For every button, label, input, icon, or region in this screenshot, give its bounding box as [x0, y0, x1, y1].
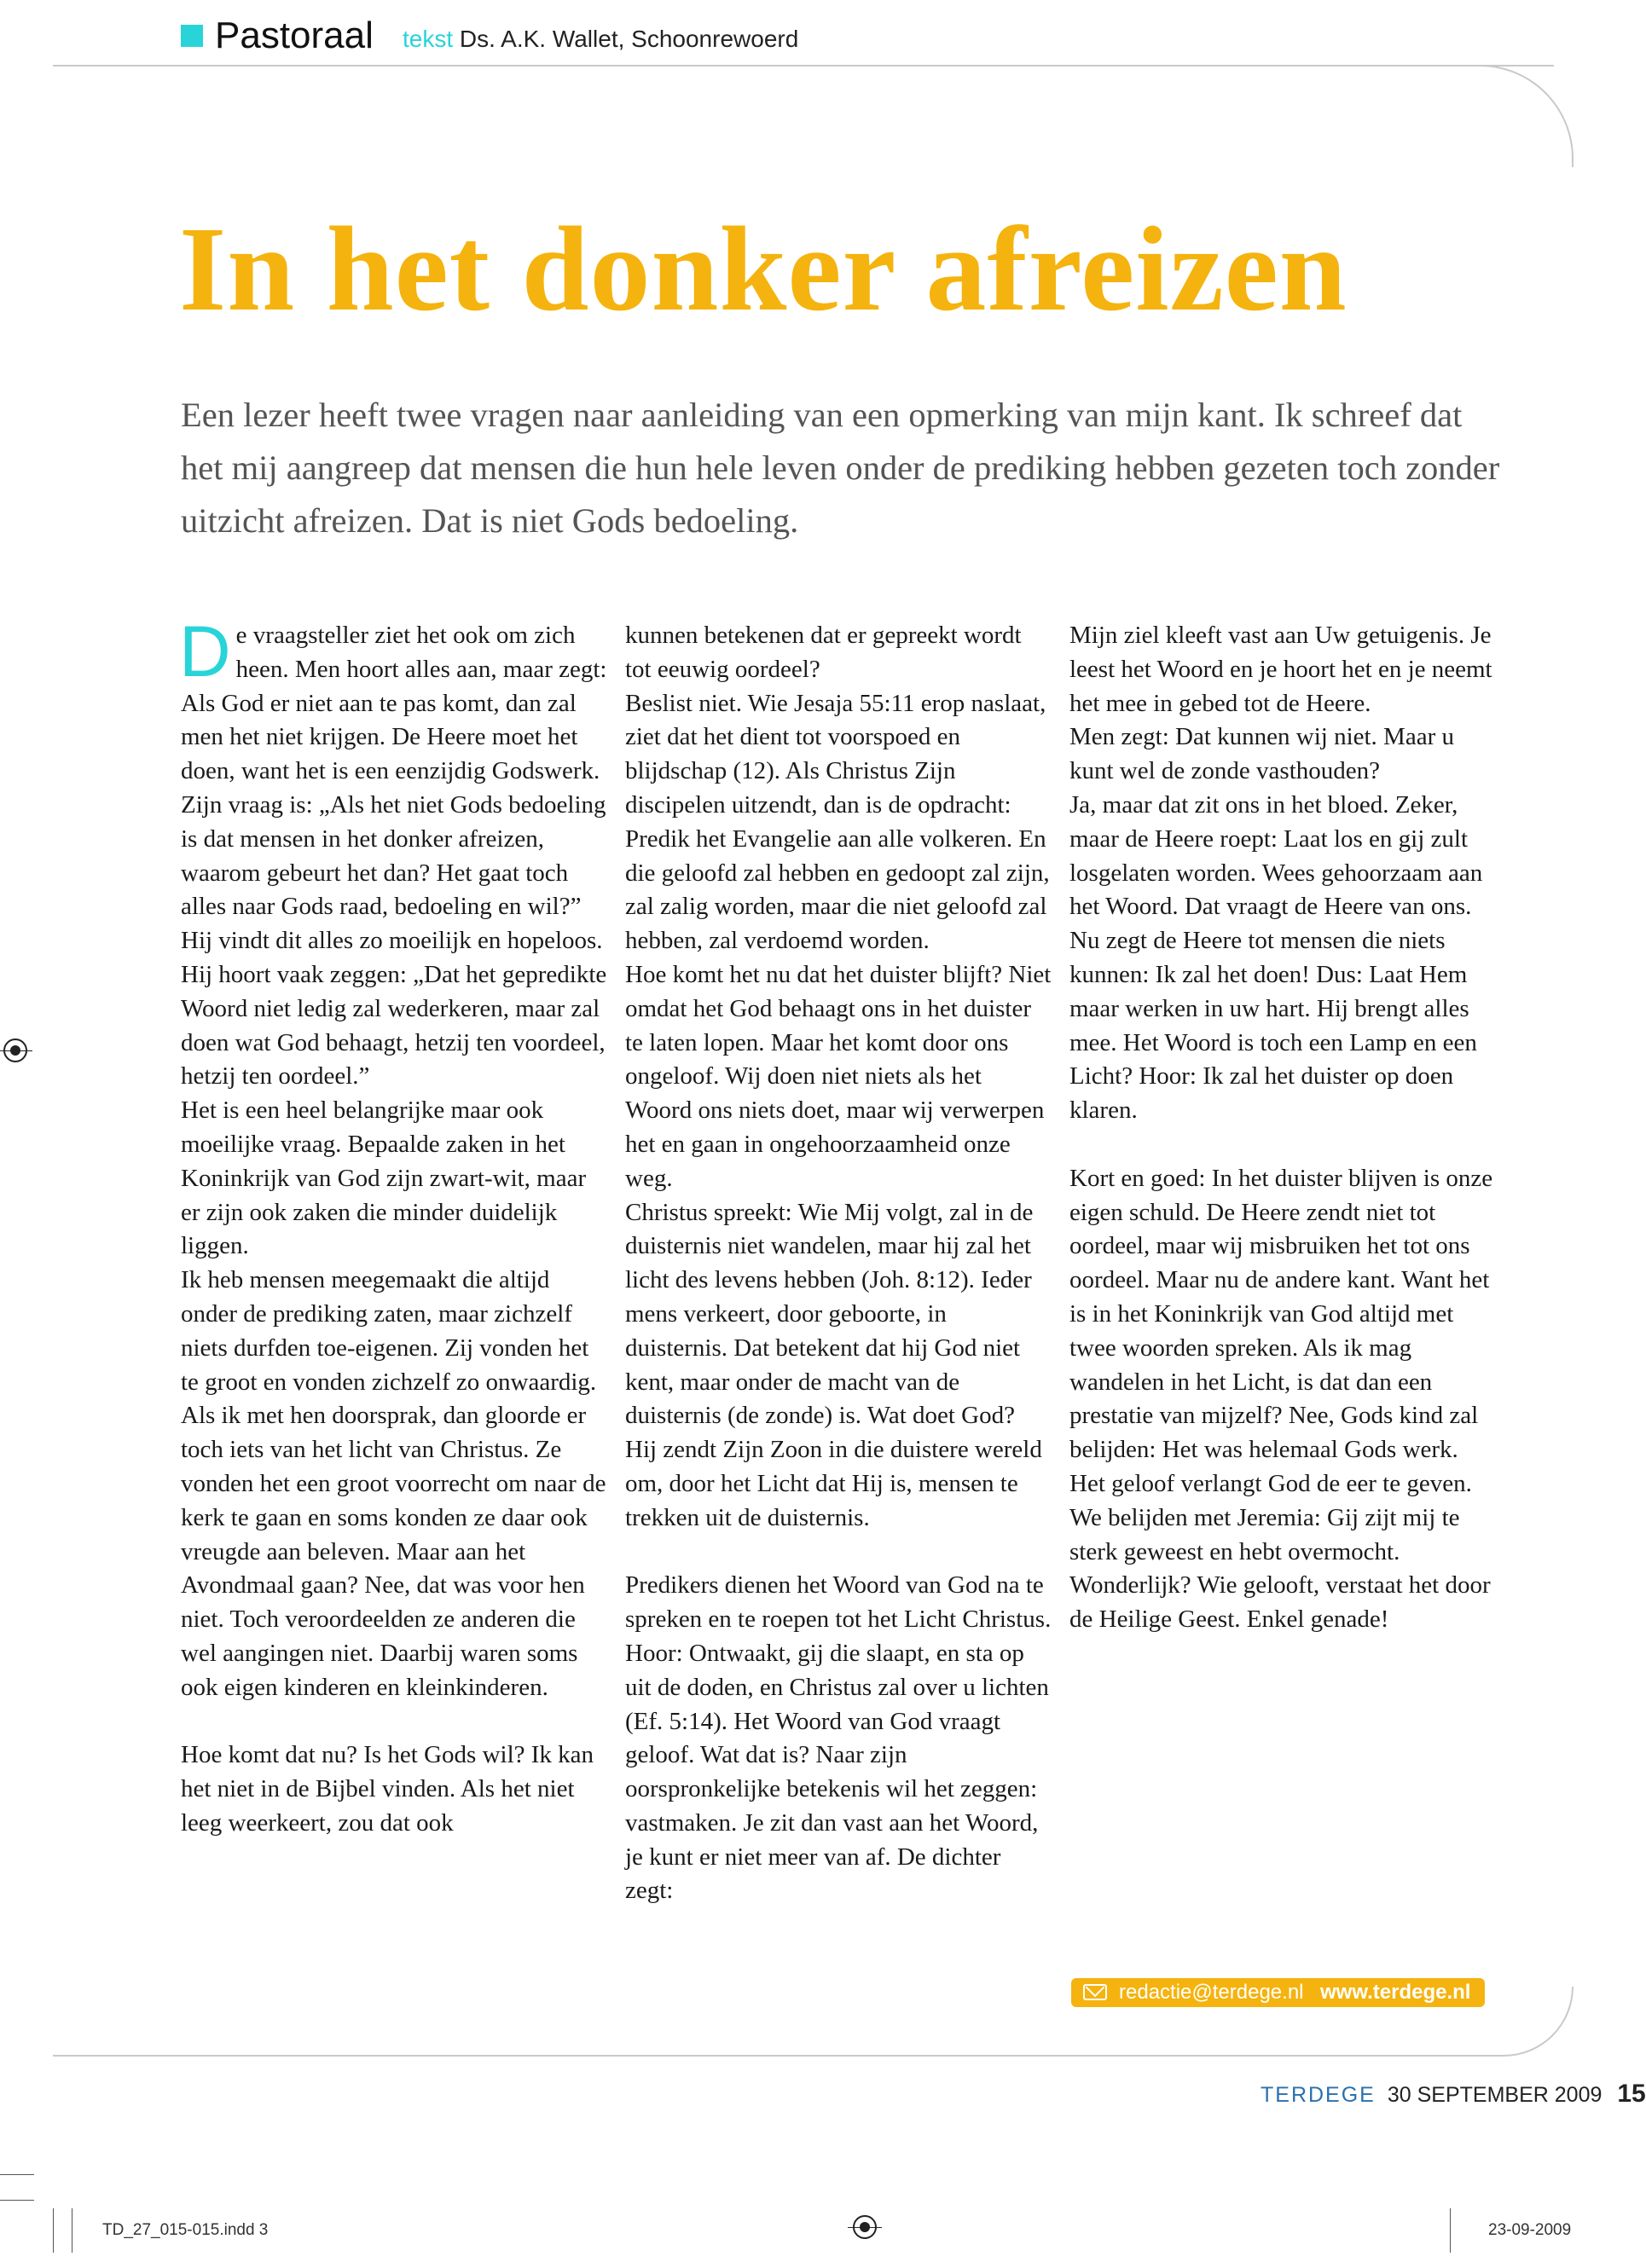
- paragraph: kunnen betekenen dat er gepreekt wordt tot eeuwig oordeel?: [625, 622, 1022, 683]
- paragraph: Hij vindt dit alles zo moeilijk en hopeloos. Hij hoort vaak zeggen: „Dat het gepredikte Woord niet ledig zal wederkeren, maar zal doen wat God behaagt, hetzij ten voordeel, hetzij ten oordeel.”: [181, 927, 607, 1091]
- crop-mark: [0, 2174, 34, 2175]
- article-title: In het donker afreizen: [179, 201, 1348, 336]
- page-footer: [1261, 2079, 1646, 2110]
- crop-mark: [0, 2200, 34, 2201]
- paragraph: Zijn vraag is: „Als het niet Gods bedoeling is dat mensen in het donker afreizen, waarom gebeurt het dan? Het gaat toch alles naar Gods raad, bedoeling en wil?”: [181, 790, 606, 921]
- paragraph: Hoe komt het nu dat het duister blijft? Niet omdat het God behaagt ons in het duister te laten lopen. Maar het komt door ons ongeloof. Wij doen niet niets als het Woord ons niets doet, maar wij verwerpen het en gaan in ongehoorzaamheid onze weg.: [625, 960, 1052, 1192]
- paragraph: Ik heb mensen meegemaakt die altijd onder de prediking zaten, maar zichzelf niets durfden toe-eigenen. Zij vonden het te groot en vonden zichzelf zo onwaardig. Als ik met hen doorsprak, dan gloorde er toch iets van het licht van Christus. Ze vonden het een groot voorrecht om naar de kerk te gaan en soms konden ze daar ook vreugde aan beleven. Maar aan het Avondmaal gaan? Nee, dat was voor hen niet. Toch veroordeelden ze anderen die wel aangingen niet. Daarbij waren soms ook eigen kinderen en kleinkinderen.: [181, 1266, 606, 1701]
- paragraph: Kort en goed: In het duister blijven is onze eigen schuld. De Heere zendt niet tot oordeel, maar wij misbruiken het tot ons oordeel. Maar nu de andere kant. Want het is in het Koninkrijk van God altijd met twee woorden spreken. Als ik mag wandelen in het Licht, is dat dan een prestatie van mijzelf? Nee, Gods kind zal belijden: Het was helemaal Gods werk. Het geloof verlangt God de eer te geven. We belijden met Jeremia: Gij zijt mij te sterk geweest en hebt overmocht. Wonderlijk? Wie gelooft, verstaat het door de Heilige Geest. Enkel genade!: [1069, 1164, 1493, 1634]
- crop-mark: [1450, 2208, 1451, 2253]
- author-credit: [403, 24, 798, 55]
- contact-email-link[interactable]: redactie@terdege.nl: [1119, 1981, 1304, 2004]
- paragraph: Men zegt: Dat kunnen wij niet. Maar u kunt wel de zonde vasthouden?: [1069, 723, 1454, 785]
- publication-name: TERDEGE: [1261, 2083, 1376, 2107]
- contact-website-link[interactable]: www.terdege.nl: [1320, 1981, 1471, 2004]
- frame-line-top: [53, 65, 1554, 67]
- paragraph: De vraagsteller ziet het ook om zich heen. Men hoort alles aan, maar zegt: Als God er niet aan te pas komt, dan zal men het niet krijgen. De Heere moet het doen, want het is een eenzijdig Godswerk.: [179, 611, 607, 785]
- registration-mark-icon: [853, 2215, 877, 2239]
- credit-name: Ds. A.K. Wallet, Schoonrewoerd: [459, 26, 799, 52]
- article-intro: Een lezer heeft twee vragen naar aanleiding van een opmerking van mijn kant. Ik schreef dat het mij aangreep dat mensen die hun hele leven onder de prediking hebben gezeten toch zonder uitzicht afreizen. Dat is niet Gods bedoeling.: [181, 396, 1500, 540]
- paragraph: Mijn ziel kleeft vast aan Uw getuigenis. Je leest het Woord en je hoort het en je neemt het mee in gebed tot de Heere.: [1069, 622, 1492, 717]
- page-number: 15: [1617, 2080, 1646, 2108]
- envelope-icon: [1083, 1984, 1107, 2000]
- slug-date: 23-09-2009: [1488, 2221, 1572, 2239]
- contact-box: [1071, 1978, 1485, 2007]
- drop-cap: D: [179, 611, 231, 691]
- issue-date: 30 SEPTEMBER 2009: [1387, 2083, 1603, 2107]
- section-marker-icon: [181, 25, 203, 47]
- paragraph: Hoe komt dat nu? Is het Gods wil? Ik kan het niet in de Bijbel vinden. Als het niet leeg weerkeert, zou dat ook: [181, 1741, 594, 1837]
- frame-line-bottom: [53, 2055, 1503, 2057]
- paragraph: Het is een heel belangrijke maar ook moeilijke vraag. Bepaalde zaken in het Koninkrijk van God zijn zwart-wit, maar er zijn ook zaken die minder duidelijk liggen.: [181, 1096, 587, 1260]
- section-label: Pastoraal: [215, 14, 374, 56]
- slug-file: TD_27_015-015.indd 3: [102, 2221, 269, 2239]
- body-column-2: [625, 619, 1052, 1908]
- body-column-3: [1069, 619, 1496, 1637]
- paragraph: Predikers dienen het Woord van God na te spreken en te roepen tot het Licht Christus. Hoor: Ontwaakt, gij die slaapt, en sta op uit de doden, en Christus zal over u lichten (Ef. 5:14). Het Woord van God vraagt geloof. Wat dat is? Naar zijn oorspronkelijke betekenis wil het zeggen: vastmaken. Je zit dan vast aan het Woord, je kunt er niet meer van af. De dichter zegt:: [625, 1571, 1052, 1905]
- body-column-1: [179, 611, 607, 1841]
- paragraph: Beslist niet. Wie Jesaja 55:11 erop naslaat, ziet dat het dient tot voorspoed en blijdschap (12). Als Christus Zijn discipelen uitzendt, dan is de opdracht: Predik het Evangelie aan alle volkeren. En die geloofd zal hebben en gedoopt zal zijn, zal zalig worden, maar die niet geloofd zal hebben, zal verdoemd worden.: [625, 689, 1050, 955]
- registration-mark-icon: [3, 1039, 27, 1062]
- frame-corner-top: [1450, 65, 1574, 167]
- credit-tag: tekst: [403, 26, 454, 52]
- paragraph: Ja, maar dat zit ons in het bloed. Zeker, maar de Heere roept: Laat los en gij zult losgelaten worden. Wees gehoorzaam aan het Woord. Dat vraagt de Heere van ons. Nu zegt de Heere tot mensen die niets kunnen: Ik zal het doen! Dus: Laat Hem maar werken in uw hart. Hij brengt alles mee. Het Woord is toch een Lamp en een Licht? Hoor: Ik zal het duister op doen klaren.: [1069, 790, 1483, 1125]
- paragraph: Christus spreekt: Wie Mij volgt, zal in de duisternis niet wandelen, maar hij zal het licht des levens hebben (Joh. 8:12). Ieder mens verkeert, door geboorte, in duisternis. Dat betekent dat hij God niet kent, maar onder de macht van de duisternis (de zonde) is. Wat doet God? Hij zendt Zijn Zoon in die duistere wereld om, door het Licht dat Hij is, mensen te trekken uit de duisternis.: [625, 1198, 1042, 1531]
- crop-mark: [53, 2208, 54, 2253]
